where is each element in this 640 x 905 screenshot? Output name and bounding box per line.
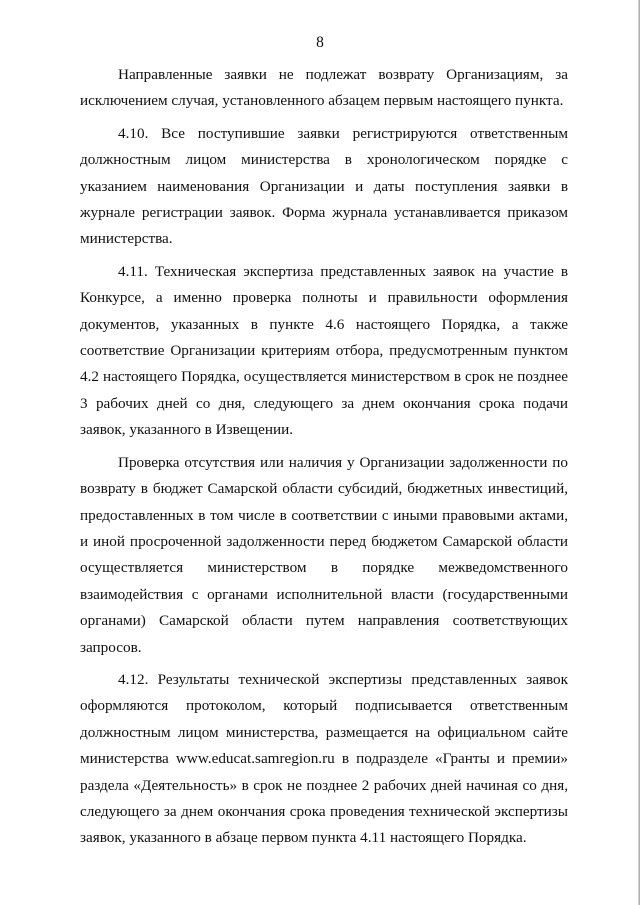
paragraph-4-11-technical-review: 4.11. Техническая экспертиза представленных заявок на участие в Конкурсе, а именно проверка полноты и правильности оформления документов, указанных в пункте 4.6 настоящего Порядка, а также соответствие Организации критериям отбора, предусмотренным пунктом 4.2 настоящего Порядка, осуществляется министерством в срок не позднее 3 рабочих дней со дня, следующего за днем окончания срока подачи заявок, указанного в Извещении. — [80, 262, 568, 439]
page-number: 8 — [316, 34, 324, 51]
paragraph-return-of-applications: Направленные заявки не подлежат возврату Организациям, за исключением случая, установленного абзацем первым настоящего пункта. — [80, 66, 568, 110]
paragraph-4-12-review-results: 4.12. Результаты технической экспертизы представленных заявок оформляются протоколом, который подписывается ответственным должностным лицом министерства, размещается на официальном сайте министерства www.educat.samregion.ru в подразделе «Гранты и премии» раздела «Деятельность» в срок не позднее 2 рабочих дней начиная со дня, следующего за днем окончания срока проведения технической экспертизы заявок, указанного в абзаце первом пункта 4.11 настоящего Порядка. — [80, 670, 568, 847]
paragraph-4-10-registration: 4.10. Все поступившие заявки регистрируются ответственным должностным лицом министерства в хронологическом порядке с указанием наименования Организации и даты поступления заявки в журнале регистрации заявок. Форма журнала устанавливается приказом министерства. — [80, 124, 568, 248]
paragraph-debt-verification: Проверка отсутствия или наличия у Организации задолженности по возврату в бюджет Самарской области субсидий, бюджетных инвестиций, предоставленных в том числе в соответствии с иными правовыми актами, и иной просроченной задолженности перед бюджетом Самарской области осуществляется министерством в порядке межведомственного взаимодействия с органами исполнительной власти (государственными органами) Самарской области путем направления соответствующих запросов. — [80, 453, 568, 656]
document-body — [80, 62, 568, 858]
